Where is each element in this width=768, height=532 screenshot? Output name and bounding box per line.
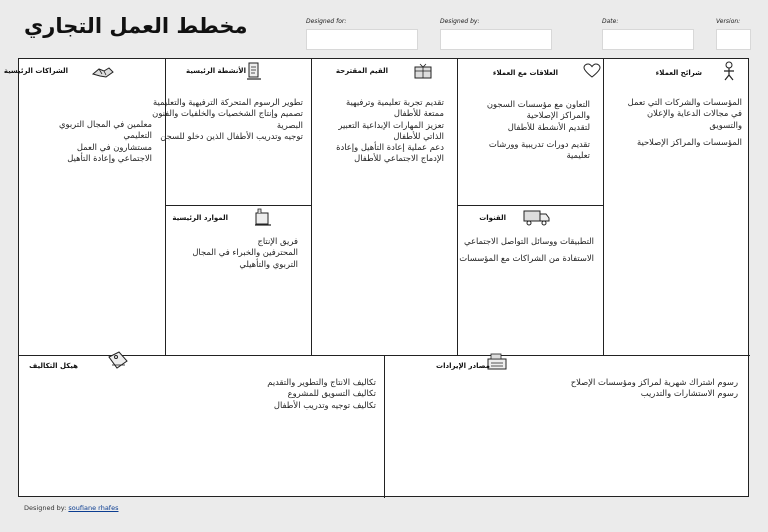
page-title: مخطط العمل التجاري <box>24 14 248 38</box>
truck-icon <box>521 207 551 231</box>
value-propositions-title: القيم المقترحة <box>335 67 388 75</box>
footer-author-link[interactable]: soufiane rhafes <box>68 504 119 512</box>
customer-relationships-text: التعاون مع مؤسسات السجون والمراكز الإصلاحية لتقديم الأنشطة للأطفال تقديم دورات تدريبية وورشات تعليمية <box>486 99 590 161</box>
footer-label: Designed by: <box>24 504 67 512</box>
gift-icon <box>412 61 436 85</box>
revenue-streams-title: مصادر الإيرادات <box>436 362 490 370</box>
key-partners-text: معلمين في المجال التربوي التعليمي مستشارون في العمل الاجتماعي وإعادة التأهيل <box>58 119 152 163</box>
factory-icon <box>253 207 273 231</box>
price-tag-icon <box>105 349 131 375</box>
customer-segments-title: شرائح العملاء <box>655 69 702 77</box>
date-field[interactable] <box>602 29 694 50</box>
key-partners-title: الشراكات الرئيسية <box>3 67 68 75</box>
handshake-icon <box>91 64 115 84</box>
version-field[interactable] <box>716 29 751 50</box>
designed-by-label: Designed by: <box>440 18 480 25</box>
customer-relationships-title: العلاقات مع العملاء <box>492 69 558 77</box>
customer-segments-text: المؤسسات والشركات التي تعمل في مجالات الدعاية والإعلان والتسويق المؤسسات والمراكز الإصلاحية <box>627 97 742 147</box>
heart-icon <box>583 63 601 83</box>
revenue-streams-text: رسوم اشتراك شهرية لمراكز ومؤسسات الإصلاح رسوم الاستشارات والتدريب <box>570 377 738 399</box>
person-icon <box>722 61 736 85</box>
footer-credit <box>24 504 119 512</box>
channels-title: القنوات <box>479 214 506 222</box>
channels-text: التطبيقات ووسائل التواصل الاجتماعي الاستفادة من الشراكات مع المؤسسات <box>459 236 594 264</box>
key-resources-title: الموارد الرئيسية <box>172 214 228 222</box>
cost-structure-title: هيكل التكاليف <box>29 362 78 370</box>
designed-for-label: Designed for: <box>306 18 347 25</box>
key-activities-text: تطوير الرسوم المتحركة الترفيهية والتعليمية تصميم وإنتاج الشخصيات والخلفيات والفنون البصرية توجيه وتدريب الأطفال الذين دخلو للسجن <box>152 97 303 141</box>
key-activities-title: الأنشطة الرئيسية <box>186 67 246 75</box>
designed-for-field[interactable] <box>306 29 418 50</box>
version-label: Version: <box>716 18 741 25</box>
checklist-icon <box>245 61 263 85</box>
cost-structure-text: تكاليف الانتاج والتطوير والتقديم تكاليف التسويق للمشروع تكاليف توجيه وتدريب الأطفال <box>267 377 376 410</box>
key-resources-text: فريق الإنتاج المحترفين والخبراء في المجال التربوي والتأهيلي <box>192 236 298 269</box>
date-label: Date: <box>602 18 619 25</box>
designed-by-field[interactable] <box>440 29 552 50</box>
business-model-canvas <box>3 58 749 497</box>
value-propositions-text: تقديم تجربة تعليمية وترفيهية ممتعة للأطفال تعزيز المهارات الإبداعية التعبير الذاتي للأطفال دعم عملية إعادة التأهيل وإعادة الإدماج الاجتماعي للأطفال <box>336 97 444 164</box>
